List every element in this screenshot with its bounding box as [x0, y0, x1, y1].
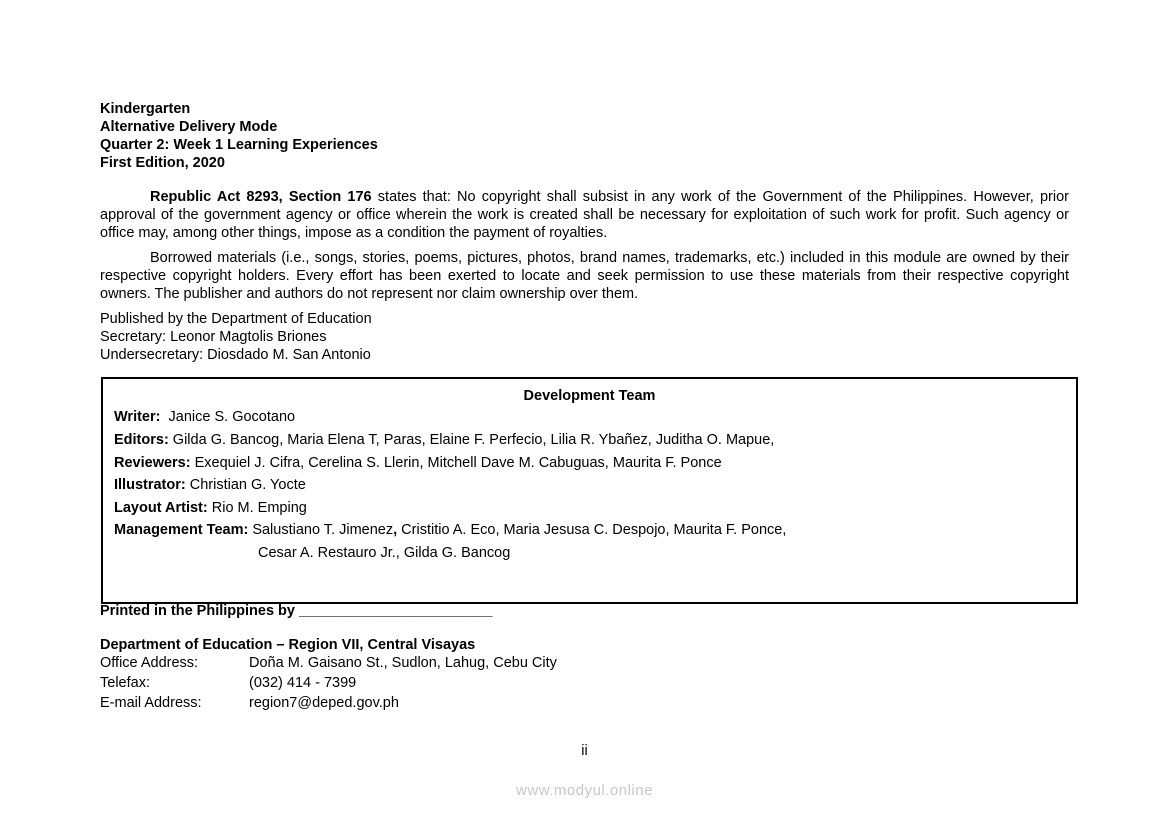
- telefax-value: (032) 414 - 7399: [249, 675, 357, 691]
- borrowed-materials-paragraph: [100, 249, 1069, 303]
- page-number: ii: [581, 743, 588, 759]
- development-team-box: [101, 377, 1078, 604]
- development-team-title: Development Team: [523, 388, 656, 404]
- reviewers-value: Exequiel J. Cifra, Cerelina S. Llerin, Mitchell Dave M. Cabuguas, Maurita F. Ponce: [190, 455, 722, 471]
- office-address-label: Office Address:: [100, 655, 199, 671]
- writer-value: Janice S. Gocotano: [160, 409, 296, 425]
- printed-in: Printed in the Philippines by ________________________: [100, 603, 493, 619]
- office-address-value: Doña M. Gaisano St., Sudlon, Lahug, Cebu City: [249, 655, 557, 671]
- grade-level: Kindergarten: [100, 101, 191, 117]
- republic-act-reference: Republic Act 8293, Section 176: [150, 189, 372, 205]
- editors-value: Gilda G. Bancog, Maria Elena T, Paras, Elaine F. Perfecio, Lilia R. Ybañez, Juditha O. Mapue,: [168, 432, 775, 448]
- management-team-comma: ,: [393, 522, 398, 538]
- reviewers-row: [114, 454, 722, 472]
- region-title: Department of Education – Region VII, Central Visayas: [100, 637, 476, 653]
- copyright-paragraph: [100, 188, 1069, 242]
- illustrator-value: Christian G. Yocte: [185, 477, 306, 493]
- writer-label: Writer:: [114, 409, 161, 425]
- illustrator-row: [114, 476, 306, 494]
- quarter-week: Quarter 2: Week 1 Learning Experiences: [100, 137, 378, 153]
- editors-label: Editors:: [114, 432, 169, 448]
- secretary: Secretary: Leonor Magtolis Briones: [100, 329, 327, 345]
- editors-row: [114, 431, 774, 449]
- writer-row: [114, 408, 295, 426]
- email-label: E-mail Address:: [100, 695, 202, 711]
- management-team-value-a: Salustiano T. Jimenez: [248, 522, 394, 538]
- management-team-value-b: Cristitio A. Eco, Maria Jesusa C. Despojo, Maurita F. Ponce,: [397, 522, 787, 538]
- telefax-label: Telefax:: [100, 675, 150, 691]
- layout-artist-value: Rio M. Emping: [207, 500, 307, 516]
- layout-artist-row: [114, 499, 307, 517]
- borrowed-materials-text: Borrowed materials (i.e., songs, stories, poems, pictures, photos, brand names, trademarks, etc.) included in this module are owned by their respective copyright holders. Every effort has been exerted to locate and seek permission to use these materials from their respective copyright owners. The publisher and authors do not represent nor claim ownership over them.: [100, 250, 1069, 302]
- management-team-row: [114, 521, 786, 539]
- illustrator-label: Illustrator:: [114, 477, 186, 493]
- email-value: region7@deped.gov.ph: [249, 695, 399, 711]
- management-team-row-2: Cesar A. Restauro Jr., Gilda G. Bancog: [258, 545, 511, 561]
- document-header: [100, 100, 378, 172]
- undersecretary: Undersecretary: Diosdado M. San Antonio: [100, 347, 371, 363]
- reviewers-label: Reviewers:: [114, 455, 191, 471]
- delivery-mode: Alternative Delivery Mode: [100, 119, 278, 135]
- layout-artist-label: Layout Artist:: [114, 500, 208, 516]
- watermark: www.modyul.online: [516, 782, 653, 799]
- publisher-info: [100, 310, 372, 364]
- management-team-label: Management Team:: [114, 522, 249, 538]
- copyright-text: states that: No copyright shall subsist in any work of the Government of the Philippines. However, prior approval of the government agency or office wherein the work is created shall be necessary for exploitation of such work for profit. Such agency or office may, among other things, impose as a condition the payment of royalties.: [100, 189, 1069, 241]
- published-by: Published by the Department of Education: [100, 311, 372, 327]
- edition: First Edition, 2020: [100, 155, 225, 171]
